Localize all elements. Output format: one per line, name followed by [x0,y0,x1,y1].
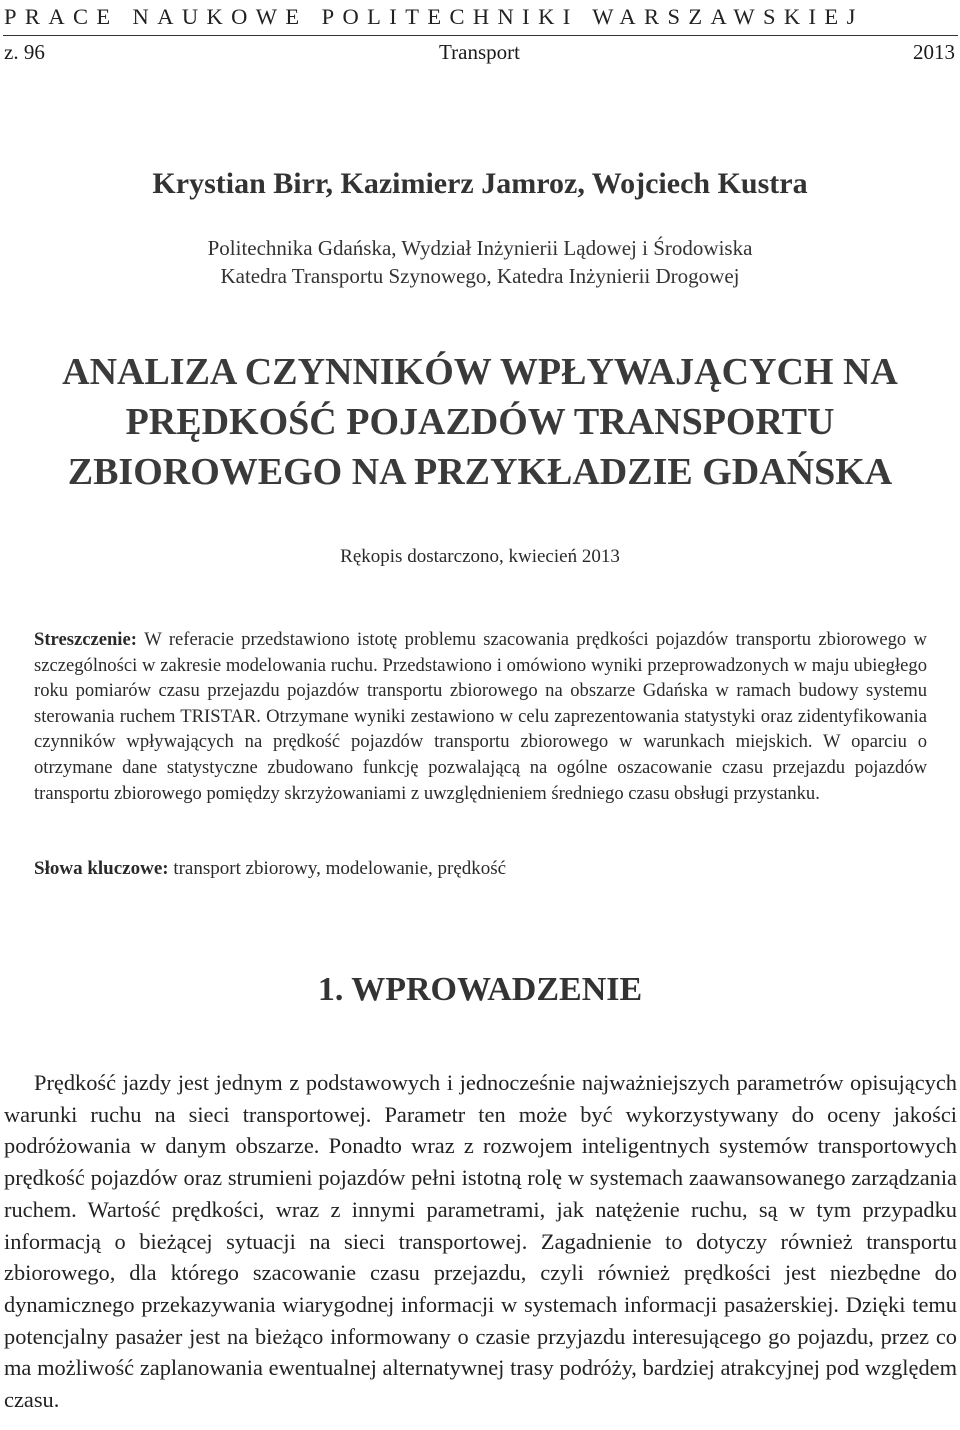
publication-year: 2013 [913,40,955,64]
manuscript-received-note: Rękopis dostarczono, kwiecień 2013 [340,546,620,567]
title-line: ZBIOROWEGO NA PRZYKŁADZIE GDAŃSKA [67,451,893,493]
journal-series-title: PRACE NAUKOWE POLITECHNIKI WARSZAWSKIEJ [4,4,864,29]
keywords [34,856,927,882]
body-paragraph [4,1067,957,1416]
issue-number: z. 96 [4,40,45,64]
journal-section: Transport [439,40,520,64]
section-heading: 1. WPROWADZENIE [317,971,643,1008]
authors: Krystian Birr, Kazimierz Jamroz, Wojciech Kustra [152,167,808,200]
affiliation [0,234,960,290]
header-rule [3,35,958,36]
abstract-label: Streszczenie: [34,629,145,650]
keywords-label: Słowa kluczowe: [34,858,174,879]
paper-title [0,347,960,497]
body-paragraph-text: Prędkość jazdy jest jednym z podstawowych i jednocześnie najważniejszych parametrów opisujących warunki ruchu na sieci transportowej. Parametr ten może być wykorzystywany do oceny jakości podróżowania w danym obszarze. Ponadto wraz z rozwojem inteligentnych systemów transportowych prędkość pojazdów oraz strumieni pojazdów pełni istotną rolę w systemach zaawansowanego zarządzania ruchem. Wartość prędkości, wraz z innymi parametrami, jak natężenie ruchu, są w tym przypadku informacją o bieżącej sytuacji na sieci transportowej. Zagadnienie to dotyczy również transportu zbiorowego, dla którego szacowanie czasu przejazdu, czyli również prędkości jest niezbędne do dynamicznego przekazywania wiarygodnej informacji w systemach informacji pasażerskiej. Dzięki temu potencjalny pasażer jest na bieżąco informowany o czasie przyjazdu interesującego go pojazdu, przez co ma możliwość zaplanowania ewentualnej alternatywnej trasy podróży, bardziej atrakcyjnej pod względem czasu. [4,1070,957,1413]
affiliation-line: Politechnika Gdańska, Wydział Inżynierii Lądowej i Środowiska [207,236,753,260]
abstract-text: W referacie przedstawiono istotę problemu szacowania prędkości pojazdów transportu zbiorowego w szczególności w zakresie modelowania ruchu. Przedstawiono i omówiono wyniki przeprowadzonych w maju ubiegłego roku pomiarów czasu przejazdu pojazdów transportu zbiorowego na obszarze Gdańska w ramach budowy systemu sterowania ruchem TRISTAR. Otrzymane wyniki zestawiono w celu zaprezentowania statystyki oraz zidentyfikowania czynników wpływających na prędkość pojazdów transportu zbiorowego w warunkach miejskich. W oparciu o otrzymane dane statystyczne zbudowano funkcję pozwalającą na ogólne oszacowanie czasu przejazdu pojazdów transportu zbiorowego pomiędzy skrzyżowaniami z uwzględnieniem średniego czasu obsługi przystanku. [34,629,927,804]
title-line: PRĘDKOŚĆ POJAZDÓW TRANSPORTU [125,401,835,443]
title-line: ANALIZA CZYNNIKÓW WPŁYWAJĄCYCH NA [62,351,898,393]
running-header [4,38,955,66]
keywords-text: transport zbiorowy, modelowanie, prędkość [173,858,507,879]
affiliation-line: Katedra Transportu Szynowego, Katedra Inżynierii Drogowej [220,264,740,288]
abstract [34,627,927,806]
